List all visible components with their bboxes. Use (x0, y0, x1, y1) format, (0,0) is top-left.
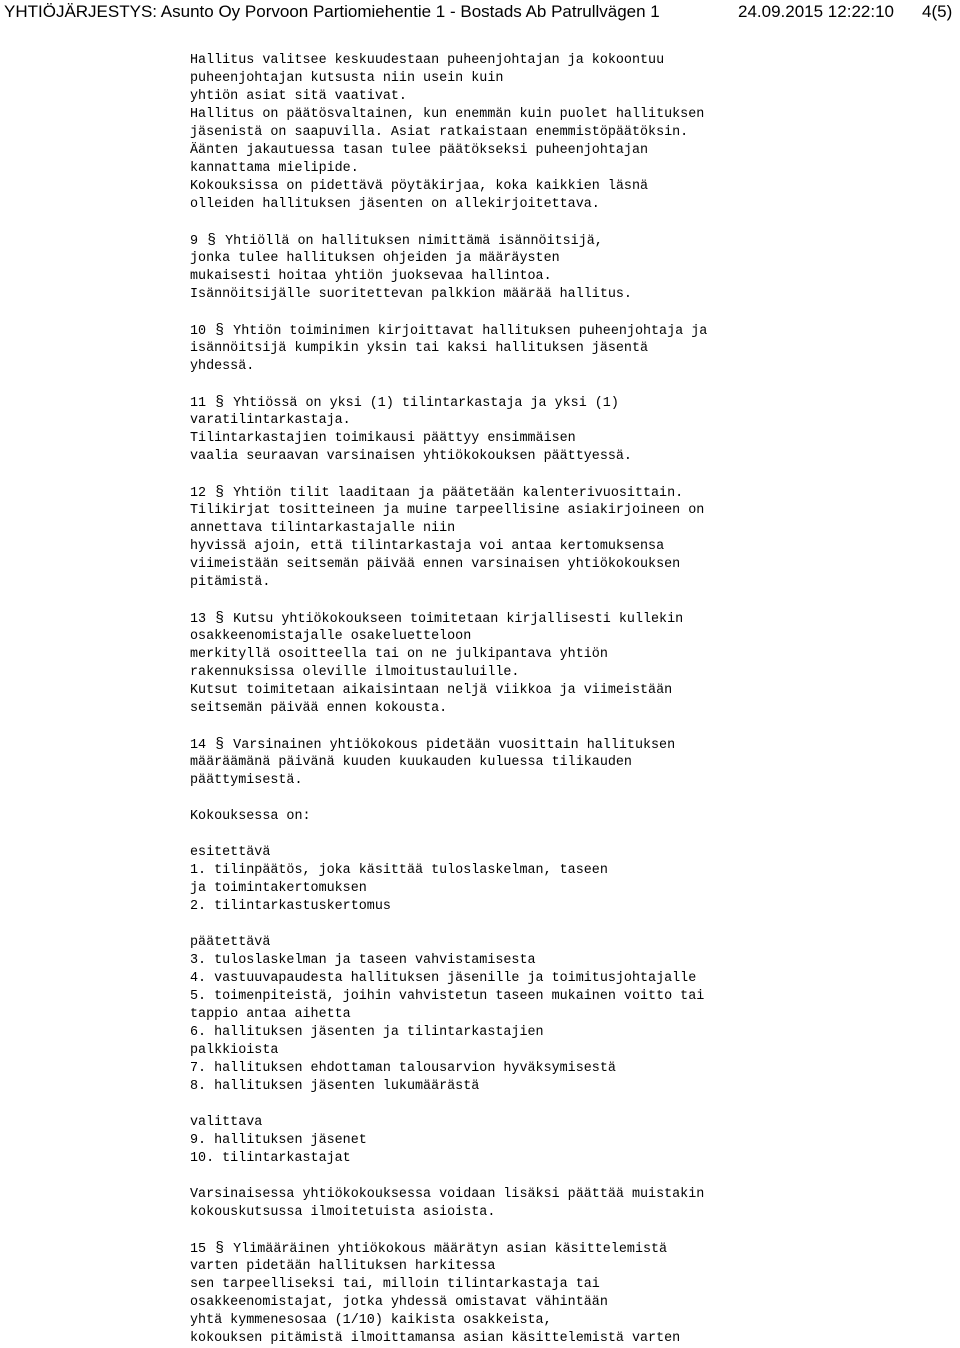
section-14 (190, 736, 950, 790)
paragraph (190, 808, 950, 826)
section-13 (190, 610, 950, 718)
text-line: kokouskutsussa ilmoitetuista asioista. (190, 1205, 496, 1220)
text-line (190, 1240, 950, 1258)
paragraph (190, 1186, 950, 1222)
text-line: päättymisestä. (190, 773, 303, 788)
text-line: vaalia seuraavan varsinaisen yhtiökokouksen päättyessä. (190, 449, 632, 464)
page-number: 4(5) (922, 2, 953, 21)
text-line: 8. hallituksen jäsenten lukumäärästä (190, 1079, 480, 1094)
text-line: 7. hallituksen ehdottaman talousarvion hyväksymisestä (190, 1061, 616, 1076)
text-line (190, 394, 950, 412)
paragraph-gap (190, 466, 950, 484)
section-sign-icon: § (215, 1240, 225, 1257)
paragraph-gap (190, 826, 950, 844)
text-line: esitettävä (190, 845, 271, 860)
paragraph (190, 934, 950, 1096)
text-line: 10. tilintarkastajat (190, 1151, 351, 1166)
paragraph (190, 844, 950, 916)
text-line: mukaisesti hoitaa yhtiön juoksevaa hallintoa. (190, 269, 552, 284)
text-line: Äänten jakautuessa tasan tulee päätökseksi puheenjohtajan (190, 143, 649, 158)
line-text: Ylimääräinen yhtiökokous määrätyn asian käsittelemistä (225, 1242, 668, 1257)
text-line (190, 322, 950, 340)
text-line: seitsemän päivää ennen kokousta. (190, 701, 448, 716)
section-11 (190, 394, 950, 466)
text-line: osakkeenomistajat, jotka yhdessä omistavat vähintään (190, 1295, 608, 1310)
text-line: tappio antaa aihetta (190, 1007, 351, 1022)
line-text: Yhtiössä on yksi (1) tilintarkastaja ja yksi (1) (225, 396, 619, 411)
section-sign-icon: § (215, 394, 225, 411)
text-line: viimeistään seitsemän päivää ennen varsinaisen yhtiökokouksen (190, 557, 681, 572)
section-number: 9 (190, 234, 207, 249)
text-line: 9. hallituksen jäsenet (190, 1133, 367, 1148)
section-sign-icon: § (207, 232, 217, 249)
text-line: ja toimintakertomuksen (190, 881, 367, 896)
text-line: Hallitus on päätösvaltainen, kun enemmän kuin puolet hallituksen (190, 107, 705, 122)
section-number: 13 (190, 612, 215, 627)
section-number: 12 (190, 486, 215, 501)
text-line: Hallitus valitsee keskuudestaan puheenjohtajan ja kokoontuu (190, 53, 665, 68)
text-line: jäsenistä on saapuvilla. Asiat ratkaistaan enemmistöpäätöksin. (190, 125, 689, 140)
text-line: olleiden hallituksen jäsenten on allekirjoitettava. (190, 197, 600, 212)
paragraph-gap (190, 718, 950, 736)
text-line: pitämistä. (190, 575, 271, 590)
text-line: Tilintarkastajien toimikausi päättyy ensimmäisen (190, 431, 576, 446)
line-text: Varsinainen yhtiökokous pidetään vuosittain hallituksen (225, 738, 676, 753)
text-line: valittava (190, 1115, 263, 1130)
paragraph-gap (190, 376, 950, 394)
text-line: päätettävä (190, 935, 271, 950)
text-line: annettava tilintarkastajalle niin (190, 521, 456, 536)
section-sign-icon: § (215, 610, 225, 627)
section-number: 14 (190, 738, 215, 753)
section-9 (190, 232, 950, 304)
text-line: kokouksen pitämistä ilmoittamansa asian käsittelemistä varten (190, 1331, 681, 1346)
text-line (190, 610, 950, 628)
text-line: kannattama mielipide. (190, 161, 359, 176)
text-line: hyvissä ajoin, että tilintarkastaja voi antaa kertomuksensa (190, 539, 665, 554)
text-line: Tilikirjat tositteineen ja muine tarpeellisine asiakirjoineen on (190, 503, 705, 518)
text-line: yhtiön asiat sitä vaativat. (190, 89, 407, 104)
text-line (190, 232, 950, 250)
text-line: 1. tilinpäätös, joka käsittää tuloslaskelman, taseen (190, 863, 608, 878)
section-12 (190, 484, 950, 592)
document-title: YHTIÖJÄRJESTYS: Asunto Oy Porvoon Partiomiehentie 1 - Bostads Ab Patrullvägen 1 (4, 2, 660, 21)
text-line: Kokouksessa on: (190, 809, 311, 824)
text-line: varten pidetään hallituksen harkitessa (190, 1259, 496, 1274)
paragraph-gap (190, 1168, 950, 1186)
paragraph-gap (190, 592, 950, 610)
paragraph-gap (190, 214, 950, 232)
page-header (0, 0, 960, 26)
paragraph-gap (190, 790, 950, 808)
section-sign-icon: § (215, 484, 225, 501)
text-line: merkityllä osoitteella tai on ne julkipantava yhtiön (190, 647, 608, 662)
text-line: Varsinaisessa yhtiökokouksessa voidaan lisäksi päättää muistakin (190, 1187, 705, 1202)
text-line: Kokouksissa on pidettävä pöytäkirjaa, koka kaikkien läsnä (190, 179, 649, 194)
text-line: yhdessä. (190, 359, 255, 374)
section-number: 11 (190, 396, 215, 411)
text-line: rakennuksissa oleville ilmoitustauluille. (190, 665, 520, 680)
section-sign-icon: § (215, 736, 225, 753)
text-line: yhtä kymmenesosaa (1/10) kaikista osakkeista, (190, 1313, 552, 1328)
text-line: jonka tulee hallituksen ohjeiden ja määräysten (190, 251, 560, 266)
section-10 (190, 322, 950, 376)
line-text: Yhtiön tilit laaditaan ja päätetään kalenterivuosittain. (225, 486, 684, 501)
print-timestamp: 24.09.2015 12:22:10 (738, 2, 894, 21)
line-text: Yhtiöllä on hallituksen nimittämä isännöitsijä, (217, 234, 603, 249)
text-line: Kutsut toimitetaan aikaisintaan neljä viikkoa ja viimeistään (190, 683, 673, 698)
text-line: 3. tuloslaskelman ja taseen vahvistamisesta (190, 953, 536, 968)
text-line (190, 736, 950, 754)
section-sign-icon: § (215, 322, 225, 339)
paragraph-gap (190, 1096, 950, 1114)
text-line: varatilintarkastaja. (190, 413, 351, 428)
text-line: 2. tilintarkastuskertomus (190, 899, 391, 914)
text-line: isännöitsijä kumpikin yksin tai kaksi hallituksen jäsentä (190, 341, 649, 356)
paragraph (190, 52, 950, 214)
text-line (190, 484, 950, 502)
text-line: osakkeenomistajalle osakeluetteloon (190, 629, 472, 644)
text-line: Isännöitsijälle suoritettevan palkkion määrää hallitus. (190, 287, 632, 302)
section-number: 10 (190, 324, 215, 339)
text-line: puheenjohtajan kutsusta niin usein kuin (190, 71, 504, 86)
text-line: 6. hallituksen jäsenten ja tilintarkastajien (190, 1025, 544, 1040)
text-line: 5. toimenpiteistä, joihin vahvistetun taseen mukainen voitto tai (190, 989, 705, 1004)
paragraph-gap (190, 1222, 950, 1240)
paragraph-gap (190, 916, 950, 934)
paragraph-gap (190, 304, 950, 322)
text-line: määräämänä päivänä kuuden kuukauden kuluessa tilikauden (190, 755, 632, 770)
text-line: 4. vastuuvapaudesta hallituksen jäsenille ja toimitusjohtajalle (190, 971, 697, 986)
text-line: sen tarpeelliseksi tai, milloin tilintarkastaja tai (190, 1277, 600, 1292)
paragraph (190, 1114, 950, 1168)
section-number: 15 (190, 1242, 215, 1257)
text-line: palkkioista (190, 1043, 279, 1058)
section-15 (190, 1240, 950, 1348)
document-body (190, 52, 950, 1348)
line-text: Yhtiön toiminimen kirjoittavat hallituksen puheenjohtaja ja (225, 324, 708, 339)
line-text: Kutsu yhtiökokoukseen toimitetaan kirjallisesti kullekin (225, 612, 684, 627)
